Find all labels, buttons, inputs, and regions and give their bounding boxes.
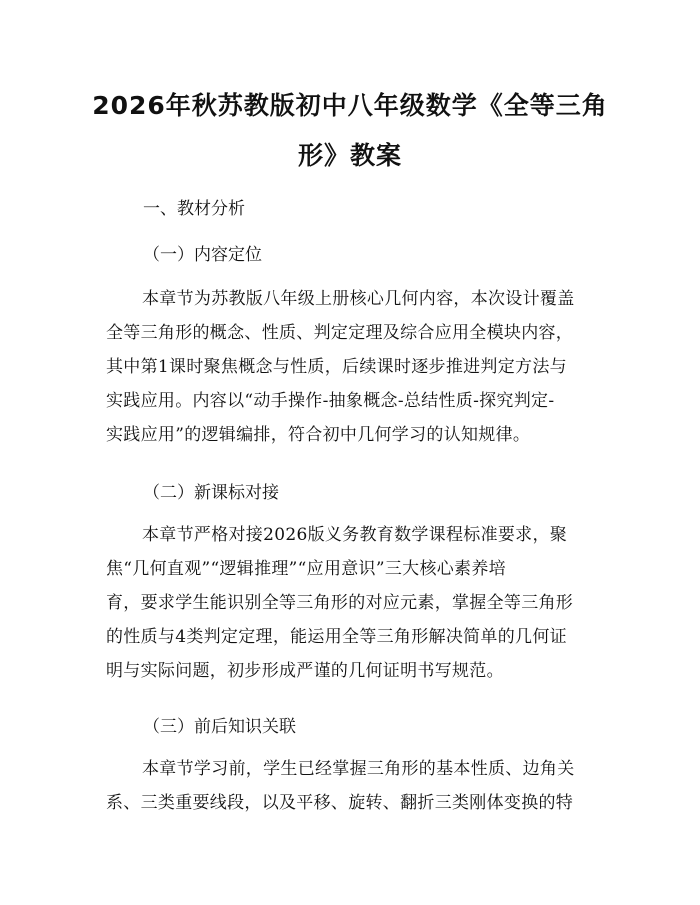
paragraph-line: 系、三类重要线段，以及平移、旋转、翻折三类刚体变换的特 <box>106 793 574 813</box>
paragraph-line: 本章节为苏教版八年级上册核心几何内容，本次设计覆盖 <box>142 289 575 309</box>
paragraph-line: 本章节学习前，学生已经掌握三角形的基本性质、边角关 <box>142 759 575 779</box>
paragraph-line: 育，要求学生能识别全等三角形的对应元素，掌握全等三角形 <box>106 593 574 613</box>
paragraph-content-positioning <box>106 282 602 452</box>
paragraph-line: 的性质与4类判定定理，能运用全等三角形解决简单的几何证 <box>106 627 567 647</box>
paragraph-line: 全等三角形的概念、性质、判定定理及综合应用全模块内容， <box>106 323 574 343</box>
paragraph-curriculum-alignment <box>106 518 602 688</box>
paragraph-line: 其中第1课时聚焦概念与性质，后续课时逐步推进判定方法与 <box>106 357 567 377</box>
subsection-heading-knowledge-connection: （三）前后知识关联 <box>143 717 296 737</box>
paragraph-line: 实践应用。内容以“动手操作-抽象概念-总结性质-探究判定- <box>106 391 555 411</box>
document-title-line-1: 2026年秋苏教版初中八年级数学《全等三角 <box>92 91 608 120</box>
subsection-heading-content-positioning: （一）内容定位 <box>143 245 262 265</box>
paragraph-line: 实践应用”的逻辑编排，符合初中几何学习的认知规律。 <box>106 425 531 445</box>
paragraph-line: 焦“几何直观”“逻辑推理”“应用意识”三大核心素养培 <box>106 559 506 579</box>
paragraph-knowledge-connection <box>106 752 602 820</box>
paragraph-line: 本章节严格对接2026版义务教育数学课程标准要求，聚 <box>142 525 568 545</box>
paragraph-line: 明与实际问题，初步形成严谨的几何证明书写规范。 <box>106 661 504 681</box>
section-heading-materials-analysis: 一、教材分析 <box>143 199 245 219</box>
subsection-heading-curriculum-alignment: （二）新课标对接 <box>143 483 279 503</box>
document-title-line-2: 形》教案 <box>297 141 402 170</box>
